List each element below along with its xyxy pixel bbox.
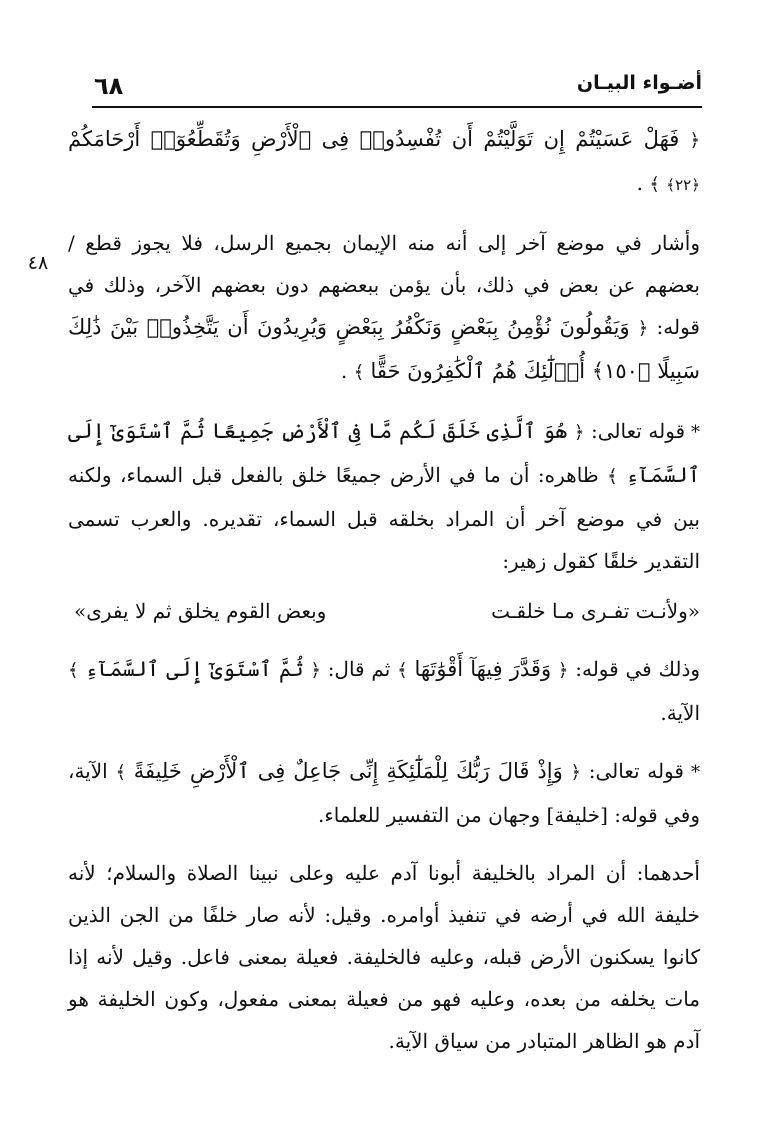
paragraph-text: ظاهره: أن ما في الأرض جميعًا خلق بالفعل قبل السماء، ولكنه بين في موضع آخر أن المراد بخلقه قبل السماء، تقديره. والعرب تسمى التقدير خلقًا كقول زهير: — [68, 463, 700, 573]
verse-open-bracket: ﴿ — [637, 318, 649, 339]
paragraph-end: . — [636, 171, 644, 195]
star-marker: * — [685, 422, 701, 443]
running-title: أضـواء البيـان — [576, 72, 702, 94]
page-number: ٦٨ — [94, 72, 124, 100]
verse-open-bracket: ﴿ — [310, 660, 321, 681]
poem-first-hemistich: «ولأنـت تفـرى مـا خلقـت — [491, 599, 700, 623]
verse-close-bracket: ﴾ — [397, 660, 408, 681]
paragraph-text: وأشار في موضع آخر إلى أنه منه الإيمان بجميع الرسل، فلا يجوز قطع / بعضهم عن بعض في ذلك، بأن يؤمن ببعضهم دون بعضهم الآخر، وذلك في قوله: — [68, 231, 701, 339]
poem-second-hemistich: وبعض القوم يخلق ثم لا يفرى» — [74, 599, 327, 623]
paragraph-text: وذلك في قوله: — [568, 657, 701, 681]
quran-verse: وَإِذْ قَالَ رَبُّكَ لِلْمَلَٰٓئِكَةِ إِنِّى جَاعِلٌ فِى ٱلْأَرْضِ خَلِيفَةً — [133, 759, 563, 783]
paragraph-khalifa — [68, 750, 700, 836]
verse-open-bracket: ﴿ — [570, 762, 582, 783]
verse-close-bracket: ﴾ — [353, 362, 365, 383]
margin-page-reference: ٤٨ — [27, 252, 49, 274]
verse-open-bracket: ﴿ — [557, 660, 569, 681]
verse-number: ﴿٢٢﴾ — [666, 176, 700, 194]
paragraph-end: . — [340, 359, 348, 383]
verse-close-bracket: ﴾ — [649, 174, 660, 195]
quran-verse: هُوَ ٱلَّذِى خَلَقَ لَكُم مَّا فِى ٱلْأَرْضِ جَمِيعًا ثُمَّ ٱسْتَوَىٰٓ إِلَى ٱلسَّمَآءِ — [68, 419, 700, 487]
page-header — [92, 66, 702, 108]
paragraph-text: قوله تعالى: — [584, 419, 686, 443]
paragraph-quran-quote — [68, 118, 700, 206]
paragraph-text: الآية، وفي قوله: [خليفة] وجهان من التفسير للعلماء. — [68, 759, 700, 827]
quran-verse: وَقَدَّرَ فِيهَآ أَقْوَٰتَهَا — [414, 657, 552, 681]
poem-verse — [68, 590, 700, 632]
quran-verse: وَيَقُولُونَ نُؤْمِنُ بِبَعْضٍ وَنَكْفُرُ بِبَعْضٍ وَيُرِيدُونَ أَن يَتَّخِذُوا۟ بَيْنَ ذَٰلِكَ سَبِيلًا ﴿١٥٠﴾ أُو۟لَٰٓئِكَ هُمُ ٱلْكَٰفِرُونَ حَقًّا — [68, 315, 700, 383]
verse-open-bracket: ﴿ — [689, 130, 700, 151]
verse-close-bracket: ﴾ — [607, 466, 618, 487]
paragraph-belief-in-messengers — [68, 222, 700, 394]
verse-close-bracket: ﴾ — [115, 762, 126, 783]
main-text — [68, 118, 700, 1078]
verse-open-bracket: ﴿ — [573, 422, 585, 443]
paragraph-text: قوله تعالى: — [581, 759, 684, 783]
verse-close-bracket: ﴾ — [68, 660, 79, 681]
quran-verse: فَهَلْ عَسَيْتُمْ إِن تَوَلَّيْتُمْ أَن تُفْسِدُوا۟ فِى ٱلْأَرْضِ وَتُقَطِّعُوٓا۟ أَرْحَامَكُمْ — [68, 127, 680, 151]
paragraph-text: ثم قال: — [320, 657, 391, 681]
paragraph-end: الآية. — [660, 701, 700, 725]
paragraph-creation-of-earth — [68, 410, 700, 582]
paragraph-evidence — [68, 648, 700, 734]
quran-verse: ثُمَّ ٱسْتَوَىٰٓ إِلَى ٱلسَّمَآءِ — [85, 657, 304, 681]
paragraph-first-interpretation — [68, 852, 700, 1062]
paragraph-text: أحدهما: أن المراد بالخليفة أبونا آدم عليه وعلى نبينا الصلاة والسلام؛ لأنه خليفة الله في أرضه في تنفيذ أوامره. وقيل: لأنه صار خلفًا من الجن الذين كانوا يسكنون الأرض قبله، وعليه فالخليفة. فعيلة بمعنى فاعل. وقيل لأنه إذا مات يخلفه من بعده، وعليه فهو من فعيلة بمعنى مفعول، وكون الخليفة هو آدم هو الظاهر المتبادر من سياق الآية. — [68, 861, 700, 1053]
star-marker: * — [683, 762, 701, 783]
